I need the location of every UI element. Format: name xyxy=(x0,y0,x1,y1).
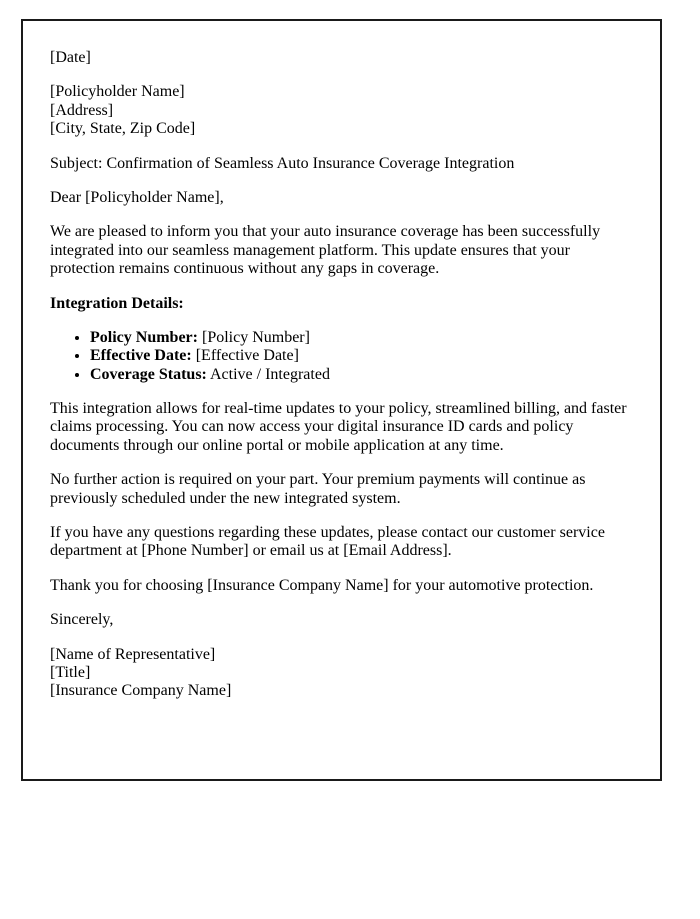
detail-effective-date-label: Effective Date: xyxy=(90,347,192,365)
detail-item-effective-date xyxy=(90,347,632,365)
signature-company: [Insurance Company Name] xyxy=(50,682,232,700)
detail-effective-date-value: [Effective Date] xyxy=(195,347,299,365)
date-line: [Date] xyxy=(50,49,91,66)
recipient-name: [Policyholder Name] xyxy=(50,83,185,101)
salutation: Dear [Policyholder Name], xyxy=(50,188,224,206)
paragraph-benefits: This integration allows for real-time updates to your policy, streamlined billing, and faster claims processing. You can now access your digital insurance ID cards and policy documents through our online portal or mobile application at any time. xyxy=(50,400,627,454)
recipient-block xyxy=(50,83,632,138)
recipient-address: [Address] xyxy=(50,101,114,119)
paragraph-thanks: Thank you for choosing [Insurance Company Name] for your automotive protection. xyxy=(50,576,594,594)
paragraph-no-action: No further action is required on your part. Your premium payments will continue as previously scheduled under the new integrated system. xyxy=(50,471,586,507)
signature-block xyxy=(50,646,632,701)
detail-policy-number-label: Policy Number: xyxy=(90,328,198,346)
detail-item-coverage-status xyxy=(90,366,632,384)
detail-coverage-status-label: Coverage Status: xyxy=(90,365,207,383)
paragraph-questions: If you have any questions regarding these updates, please contact our customer service department at [Phone Number] or email us at [Email Address]. xyxy=(50,524,605,560)
detail-coverage-status-value: Active / Integrated xyxy=(210,365,330,383)
subject-line: Subject: Confirmation of Seamless Auto Insurance Coverage Integration xyxy=(50,154,515,172)
integration-details-list xyxy=(50,329,632,384)
paragraph-intro: We are pleased to inform you that your auto insurance coverage has been successfully integrated into our seamless management platform. This update ensures that your protection remains continuous without any gaps in coverage. xyxy=(50,223,601,278)
integration-details-heading: Integration Details: xyxy=(50,294,184,312)
signature-name: [Name of Representative] xyxy=(50,645,216,663)
closing-line: Sincerely, xyxy=(50,611,114,629)
recipient-city-state-zip: [City, State, Zip Code] xyxy=(50,120,196,138)
detail-policy-number-value: [Policy Number] xyxy=(201,328,310,346)
detail-item-policy-number xyxy=(90,329,632,347)
letter-document xyxy=(21,19,662,781)
signature-title: [Title] xyxy=(50,663,91,681)
